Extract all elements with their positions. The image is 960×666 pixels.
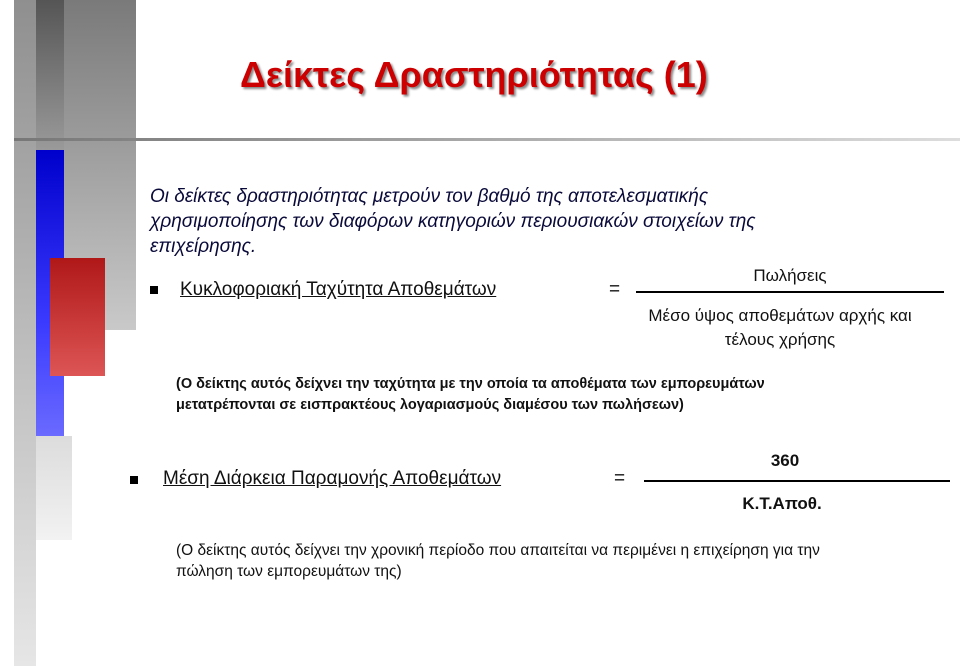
formula1-numerator: Πωλήσεις	[753, 266, 827, 285]
intro-text: Οι δείκτες δραστηριότητας μετρούν τον βαθμό της αποτελεσματικής χρησιμοποίησης των διαφόρων κατηγοριών περιουσιακών στοιχείων της επιχείρησης.	[150, 186, 756, 257]
decor-light-strip	[36, 436, 72, 540]
formula2-numerator: 360	[770, 451, 800, 470]
bullet-icon	[130, 476, 138, 484]
formula2-label: Μέση Διάρκεια Παραμονής Αποθεμάτων	[163, 468, 502, 489]
formula1-label: Κυκλοφοριακή Ταχύτητα Αποθεμάτων	[180, 279, 497, 300]
formula1-denominator-line1: Μέσο ύψος αποθεμάτων αρχής και	[648, 306, 912, 325]
formula1-note: (Ο δείκτης αυτός δείχνει την ταχύτητα με την οποία τα αποθέματα των εμπορευμάτων μετατρέπονται σε εισπρακτέους λογαριασμούς διαμέσου των πωλήσεων)	[176, 376, 765, 413]
formula2-note: (Ο δείκτης αυτός δείχνει την χρονική περίοδο που απαιτείται να περιμένει η επιχείρηση για την πώληση των εμπορευμάτων της)	[176, 542, 820, 580]
decor-red-block	[50, 258, 105, 376]
formula1-denominator-line2: τέλους χρήσης	[724, 330, 836, 349]
decor-dark-bar	[36, 0, 64, 150]
formula1-fraction-line	[636, 291, 944, 293]
formula2-fraction-line	[644, 480, 950, 482]
title-divider	[14, 138, 960, 141]
decor-gray-bar	[14, 0, 36, 666]
formula2-equals: =	[614, 468, 626, 489]
slide-title: Δείκτες Δραστηριότητας (1)	[240, 54, 708, 95]
formula1-equals: =	[609, 279, 621, 300]
formula2-denominator: Κ.Τ.Αποθ.	[742, 494, 822, 513]
bullet-icon	[150, 286, 158, 294]
